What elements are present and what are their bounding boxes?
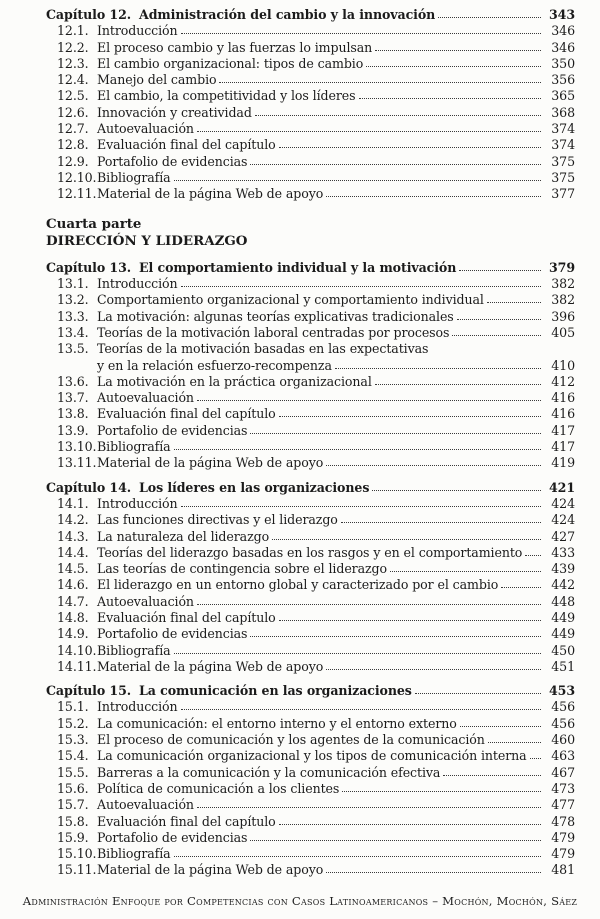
item-title: Manejo del cambio bbox=[97, 72, 217, 88]
toc-item bbox=[46, 814, 575, 830]
item-number: 13.6. bbox=[57, 373, 89, 389]
leader-dots bbox=[250, 840, 541, 841]
leader-dots bbox=[326, 872, 541, 873]
item-number: 15.5. bbox=[57, 764, 89, 780]
item-title: El cambio, la competitividad y los líderes bbox=[97, 88, 356, 104]
toc-item bbox=[46, 781, 575, 797]
leader-dots bbox=[342, 791, 541, 792]
item-title: Introducción bbox=[97, 699, 178, 715]
item-title: La motivación: algunas teorías explicativas tradicionales bbox=[97, 308, 454, 324]
page-number: 405 bbox=[551, 324, 575, 340]
item-number: 13.2. bbox=[57, 292, 89, 308]
page-number: 427 bbox=[551, 528, 575, 544]
toc-item bbox=[46, 276, 575, 292]
chapter-block bbox=[46, 480, 575, 676]
item-number: 13.7. bbox=[57, 390, 89, 406]
item-title: Portafolio de evidencias bbox=[97, 422, 248, 438]
item-title: Teorías del liderazgo basadas en los rasgos y en el comportamiento bbox=[97, 544, 523, 560]
leader-dots bbox=[525, 555, 541, 556]
page-number: 350 bbox=[551, 55, 575, 71]
page-number: 374 bbox=[551, 121, 575, 137]
page-number: 467 bbox=[551, 764, 575, 780]
toc-item bbox=[46, 455, 575, 471]
item-title: Evaluación final del capítulo bbox=[97, 137, 276, 153]
page-number: 424 bbox=[551, 495, 575, 511]
page-number: 450 bbox=[551, 642, 575, 658]
item-number: 13.11. bbox=[57, 455, 97, 471]
item-title: Portafolio de evidencias bbox=[97, 626, 248, 642]
leader-dots bbox=[487, 302, 541, 303]
item-title: Las teorías de contingencia sobre el liderazgo bbox=[97, 561, 387, 577]
item-number: 14.11. bbox=[57, 658, 97, 674]
leader-dots bbox=[375, 384, 541, 385]
part-name: Cuarta parte bbox=[46, 215, 142, 232]
toc-item bbox=[46, 40, 575, 56]
item-title: La naturaleza del liderazgo bbox=[97, 528, 270, 544]
item-number: 12.3. bbox=[57, 55, 89, 71]
chapter-title: Administración del cambio y la innovación bbox=[139, 7, 436, 22]
item-number: 14.8. bbox=[57, 609, 89, 625]
item-number: 12.1. bbox=[57, 23, 89, 39]
toc-item bbox=[46, 186, 575, 202]
toc-item bbox=[46, 170, 575, 186]
leader-dots bbox=[250, 433, 541, 434]
leader-dots bbox=[415, 693, 541, 694]
leader-dots bbox=[174, 449, 541, 450]
toc-item bbox=[46, 732, 575, 748]
item-number: 15.9. bbox=[57, 829, 89, 845]
toc-item bbox=[46, 23, 575, 39]
leader-dots bbox=[250, 636, 541, 637]
item-title: Evaluación final del capítulo bbox=[97, 609, 276, 625]
item-number: 13.4. bbox=[57, 324, 89, 340]
item-number: 12.4. bbox=[57, 72, 89, 88]
page-number: 417 bbox=[551, 439, 575, 455]
page-number: 382 bbox=[551, 292, 575, 308]
item-number: 12.6. bbox=[57, 104, 89, 120]
item-title: Material de la página Web de apoyo bbox=[97, 658, 324, 674]
item-title: Bibliografía bbox=[97, 169, 171, 185]
item-title: Bibliografía bbox=[97, 846, 171, 862]
leader-dots bbox=[279, 620, 541, 621]
leader-dots bbox=[174, 180, 541, 181]
item-number: 14.3. bbox=[57, 528, 89, 544]
toc-item bbox=[46, 748, 575, 764]
item-title: Política de comunicación a los clientes bbox=[97, 780, 340, 796]
page-number: 346 bbox=[551, 23, 575, 39]
item-title: El liderazgo en un entorno global y caracterizado por el cambio bbox=[97, 577, 499, 593]
item-title: Comportamiento organizacional y comportamiento individual bbox=[97, 292, 484, 308]
item-number: 12.2. bbox=[57, 39, 89, 55]
toc-item bbox=[46, 374, 575, 390]
leader-dots bbox=[279, 147, 541, 148]
item-number: 13.8. bbox=[57, 406, 89, 422]
toc-item bbox=[46, 529, 575, 545]
item-number: 13.10. bbox=[57, 439, 97, 455]
leader-dots bbox=[452, 335, 541, 336]
page-number: 368 bbox=[551, 104, 575, 120]
item-number: 14.1. bbox=[57, 495, 89, 511]
item-title: El proceso cambio y las fuerzas lo impulsan bbox=[97, 39, 373, 55]
page-number: 449 bbox=[551, 609, 575, 625]
item-title: Autoevaluación bbox=[97, 797, 194, 813]
toc-item bbox=[46, 341, 575, 357]
page-number: 460 bbox=[551, 732, 575, 748]
chapter-label: Capítulo 15. bbox=[46, 683, 132, 699]
leader-dots bbox=[174, 856, 541, 857]
item-number: 14.5. bbox=[57, 561, 89, 577]
page-number: 375 bbox=[551, 169, 575, 185]
item-title: Portafolio de evidencias bbox=[97, 829, 248, 845]
page-number: 374 bbox=[551, 137, 575, 153]
leader-dots bbox=[326, 465, 541, 466]
item-title: Innovación y creatividad bbox=[97, 104, 252, 120]
chapter-entry bbox=[46, 260, 575, 276]
page-number: 478 bbox=[551, 813, 575, 829]
leader-dots bbox=[341, 522, 541, 523]
page-number: 442 bbox=[551, 577, 575, 593]
item-title: Material de la página Web de apoyo bbox=[97, 862, 324, 878]
page-number: 424 bbox=[551, 512, 575, 528]
page-number: 377 bbox=[551, 186, 575, 202]
page-number: 451 bbox=[551, 658, 575, 674]
item-number: 12.7. bbox=[57, 121, 89, 137]
page-number: 456 bbox=[551, 699, 575, 715]
toc-item-continuation bbox=[46, 358, 575, 374]
item-title: La comunicación: el entorno interno y el entorno externo bbox=[97, 715, 457, 731]
chapter-entry bbox=[46, 7, 575, 23]
part-title: DIRECCIÓN Y LIDERAZGO bbox=[46, 233, 248, 250]
chapter-entry bbox=[46, 480, 575, 496]
toc-item bbox=[46, 56, 575, 72]
page-number: 417 bbox=[551, 422, 575, 438]
item-number: 12.8. bbox=[57, 137, 89, 153]
item-title: Bibliografía bbox=[97, 439, 171, 455]
chapter-label: Capítulo 13. bbox=[46, 259, 132, 275]
item-title: Bibliografía bbox=[97, 642, 171, 658]
item-title: Introducción bbox=[97, 276, 178, 292]
chapter-title: Los líderes en las organizaciones bbox=[139, 479, 370, 495]
item-title: Material de la página Web de apoyo bbox=[97, 186, 324, 202]
item-title: La motivación en la práctica organizacional bbox=[97, 373, 372, 389]
chapter-label: Capítulo 12. bbox=[46, 7, 132, 22]
item-number: 15.6. bbox=[57, 780, 89, 796]
leader-dots bbox=[255, 115, 541, 116]
item-title-continuation: y en la relación esfuerzo-recompenza bbox=[97, 357, 332, 373]
toc-item bbox=[46, 765, 575, 781]
page-number: 416 bbox=[551, 406, 575, 422]
item-title: Material de la página Web de apoyo bbox=[97, 455, 324, 471]
toc-item bbox=[46, 862, 575, 878]
item-title: Teorías de la motivación laboral centradas por procesos bbox=[97, 324, 450, 340]
leader-dots bbox=[372, 490, 541, 491]
page-number: 421 bbox=[549, 479, 575, 495]
item-number: 15.7. bbox=[57, 797, 89, 813]
leader-dots bbox=[530, 758, 541, 759]
item-title: Evaluación final del capítulo bbox=[97, 813, 276, 829]
leader-dots bbox=[197, 807, 541, 808]
item-title: El cambio organizacional: tipos de cambio bbox=[97, 55, 364, 71]
leader-dots bbox=[366, 66, 541, 67]
toc-item bbox=[46, 72, 575, 88]
toc-item bbox=[46, 105, 575, 121]
item-number: 14.2. bbox=[57, 512, 89, 528]
item-title: El proceso de comunicación y los agentes de la comunicación bbox=[97, 732, 485, 748]
toc-item bbox=[46, 423, 575, 439]
chapter-entry bbox=[46, 683, 575, 699]
item-title: Autoevaluación bbox=[97, 593, 194, 609]
item-number: 15.11. bbox=[57, 862, 97, 878]
item-title: Autoevaluación bbox=[97, 390, 194, 406]
chapter-block bbox=[46, 7, 575, 203]
item-title: Las funciones directivas y el liderazgo bbox=[97, 512, 338, 528]
page-number: 448 bbox=[551, 593, 575, 609]
page-number: 439 bbox=[551, 561, 575, 577]
toc-item bbox=[46, 594, 575, 610]
item-number: 15.4. bbox=[57, 748, 89, 764]
leader-dots bbox=[438, 17, 541, 18]
item-number: 14.7. bbox=[57, 593, 89, 609]
page-number: 433 bbox=[551, 544, 575, 560]
item-number: 15.8. bbox=[57, 813, 89, 829]
item-title: Autoevaluación bbox=[97, 121, 194, 137]
toc-item bbox=[46, 797, 575, 813]
leader-dots bbox=[326, 669, 541, 670]
page-number: 382 bbox=[551, 276, 575, 292]
toc-item bbox=[46, 154, 575, 170]
item-number: 15.10. bbox=[57, 846, 97, 862]
item-number: 15.1. bbox=[57, 699, 89, 715]
page-number: 463 bbox=[551, 748, 575, 764]
page-number: 477 bbox=[551, 797, 575, 813]
item-number: 14.10. bbox=[57, 642, 97, 658]
page-number: 343 bbox=[549, 7, 575, 22]
leader-dots bbox=[272, 539, 541, 540]
item-title: Evaluación final del capítulo bbox=[97, 406, 276, 422]
leader-dots bbox=[181, 709, 541, 710]
toc-item bbox=[46, 577, 575, 593]
item-number: 12.5. bbox=[57, 88, 89, 104]
page-number: 419 bbox=[551, 455, 575, 471]
page-number: 379 bbox=[549, 259, 575, 275]
toc-item bbox=[46, 88, 575, 104]
page-number: 365 bbox=[551, 88, 575, 104]
leader-dots bbox=[197, 131, 541, 132]
toc-item bbox=[46, 309, 575, 325]
item-title: Introducción bbox=[97, 495, 178, 511]
toc-item bbox=[46, 439, 575, 455]
leader-dots bbox=[459, 270, 541, 271]
item-number: 13.3. bbox=[57, 308, 89, 324]
leader-dots bbox=[501, 587, 541, 588]
toc-item bbox=[46, 390, 575, 406]
toc-item bbox=[46, 121, 575, 137]
chapter-block bbox=[46, 683, 575, 879]
leader-dots bbox=[460, 726, 541, 727]
chapter-label: Capítulo 14. bbox=[46, 479, 132, 495]
item-number: 12.10. bbox=[57, 169, 97, 185]
item-number: 12.11. bbox=[57, 186, 97, 202]
leader-dots bbox=[181, 286, 541, 287]
leader-dots bbox=[250, 164, 541, 165]
leader-dots bbox=[488, 742, 541, 743]
toc-item bbox=[46, 716, 575, 732]
toc-item bbox=[46, 325, 575, 341]
item-number: 12.9. bbox=[57, 153, 89, 169]
leader-dots bbox=[197, 604, 541, 605]
chapter-title: La comunicación en las organizaciones bbox=[139, 683, 412, 699]
item-title: Teorías de la motivación basadas en las expectativas bbox=[97, 341, 429, 357]
toc-item bbox=[46, 561, 575, 577]
page-number: 346 bbox=[551, 39, 575, 55]
page-number: 479 bbox=[551, 829, 575, 845]
leader-dots bbox=[181, 33, 541, 34]
page-number: 375 bbox=[551, 153, 575, 169]
leader-dots bbox=[279, 824, 541, 825]
page-number: 453 bbox=[549, 683, 575, 699]
page-number: 449 bbox=[551, 626, 575, 642]
leader-dots bbox=[326, 196, 541, 197]
leader-dots bbox=[219, 82, 541, 83]
leader-dots bbox=[181, 506, 541, 507]
toc-item bbox=[46, 626, 575, 642]
toc-item bbox=[46, 830, 575, 846]
item-number: 13.5. bbox=[57, 341, 89, 357]
page-number: 416 bbox=[551, 390, 575, 406]
item-number: 13.1. bbox=[57, 276, 89, 292]
page-number: 479 bbox=[551, 846, 575, 862]
toc-item bbox=[46, 643, 575, 659]
leader-dots bbox=[174, 653, 541, 654]
page-number: 473 bbox=[551, 780, 575, 796]
toc-item bbox=[46, 846, 575, 862]
item-title: Barreras a la comunicación y la comunicación efectiva bbox=[97, 764, 441, 780]
page-number: 396 bbox=[551, 308, 575, 324]
leader-dots bbox=[359, 98, 542, 99]
footer-text: Administración Enfoque por Competencias con Casos Latinoamericanos – Mochón, Mochón, Sáez bbox=[22, 894, 578, 908]
toc-item bbox=[46, 659, 575, 675]
page-number: 410 bbox=[551, 357, 575, 373]
page-number: 481 bbox=[551, 862, 575, 878]
chapter-block bbox=[46, 260, 575, 472]
page-number: 456 bbox=[551, 715, 575, 731]
page-number: 412 bbox=[551, 373, 575, 389]
toc-item bbox=[46, 496, 575, 512]
page-footer bbox=[0, 894, 600, 919]
toc-item bbox=[46, 406, 575, 422]
toc-item bbox=[46, 292, 575, 308]
toc-item bbox=[46, 137, 575, 153]
leader-dots bbox=[443, 775, 541, 776]
page-number: 356 bbox=[551, 72, 575, 88]
toc-item bbox=[46, 699, 575, 715]
leader-dots bbox=[457, 319, 541, 320]
item-number: 14.6. bbox=[57, 577, 89, 593]
item-number: 14.9. bbox=[57, 626, 89, 642]
leader-dots bbox=[375, 50, 541, 51]
leader-dots bbox=[197, 400, 541, 401]
item-title: Portafolio de evidencias bbox=[97, 153, 248, 169]
leader-dots bbox=[390, 571, 541, 572]
toc-item bbox=[46, 545, 575, 561]
part-heading bbox=[46, 216, 575, 251]
leader-dots bbox=[279, 416, 541, 417]
item-number: 13.9. bbox=[57, 422, 89, 438]
item-number: 15.3. bbox=[57, 732, 89, 748]
toc-item bbox=[46, 610, 575, 626]
item-title: Introducción bbox=[97, 23, 178, 39]
item-number: 15.2. bbox=[57, 715, 89, 731]
item-title: La comunicación organizacional y los tipos de comunicación interna bbox=[97, 748, 527, 764]
toc-item bbox=[46, 512, 575, 528]
leader-dots bbox=[335, 368, 541, 369]
item-number: 14.4. bbox=[57, 544, 89, 560]
chapter-title: El comportamiento individual y la motivación bbox=[139, 259, 457, 275]
